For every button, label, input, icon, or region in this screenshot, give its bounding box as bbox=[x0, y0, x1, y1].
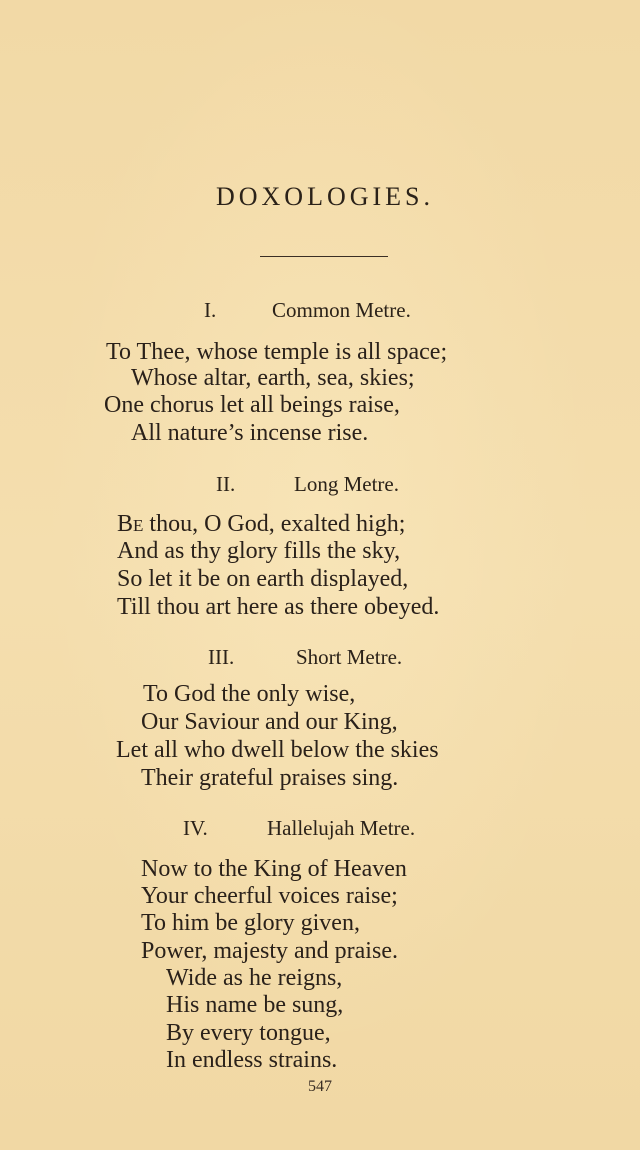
verse-line: One chorus let all beings raise, bbox=[104, 392, 400, 418]
verse-line: Their grateful praises sing. bbox=[141, 765, 399, 791]
verse-line: And as thy glory fills the sky, bbox=[117, 538, 401, 564]
section-numeral: III. bbox=[208, 645, 235, 669]
section-metre: Long Metre. bbox=[294, 472, 399, 496]
verse-line: Power, majesty and praise. bbox=[141, 938, 398, 964]
verse-line: In endless strains. bbox=[166, 1047, 338, 1073]
section-numeral: II. bbox=[216, 472, 236, 496]
verse-line: His name be sung, bbox=[166, 992, 344, 1018]
section-numeral: I. bbox=[204, 298, 217, 322]
title-rule bbox=[260, 256, 388, 257]
section-numeral: IV. bbox=[183, 816, 208, 840]
page-number: 547 bbox=[308, 1078, 332, 1095]
verse-line: To him be glory given, bbox=[141, 910, 360, 936]
verse-line: To Thee, whose temple is all space; bbox=[106, 339, 448, 365]
section-metre: Hallelujah Metre. bbox=[267, 816, 416, 840]
verse-line: Whose altar, earth, sea, skies; bbox=[131, 365, 415, 391]
verse-line: Let all who dwell below the skies bbox=[116, 737, 439, 763]
verse-line: All nature’s incense rise. bbox=[131, 420, 369, 446]
page-title: DOXOLOGIES. bbox=[215, 182, 435, 211]
section-metre: Common Metre. bbox=[272, 298, 411, 322]
verse-line-rest: thou, O God, exalted high; bbox=[143, 511, 406, 537]
verse-line bbox=[117, 510, 405, 538]
verse-line: So let it be on earth displayed, bbox=[117, 566, 409, 592]
verse-line: Now to the King of Heaven bbox=[141, 856, 407, 882]
verse-line: To God the only wise, bbox=[143, 681, 356, 707]
verse-line: Wide as he reigns, bbox=[166, 965, 343, 991]
verse-line: Our Saviour and our King, bbox=[141, 709, 398, 735]
verse-line: By every tongue, bbox=[166, 1020, 331, 1046]
verse-line: Your cheerful voices raise; bbox=[141, 883, 398, 909]
drop-initial: Be bbox=[117, 511, 144, 537]
section-metre: Short Metre. bbox=[296, 645, 403, 669]
verse-line: Till thou art here as there obeyed. bbox=[117, 594, 440, 620]
